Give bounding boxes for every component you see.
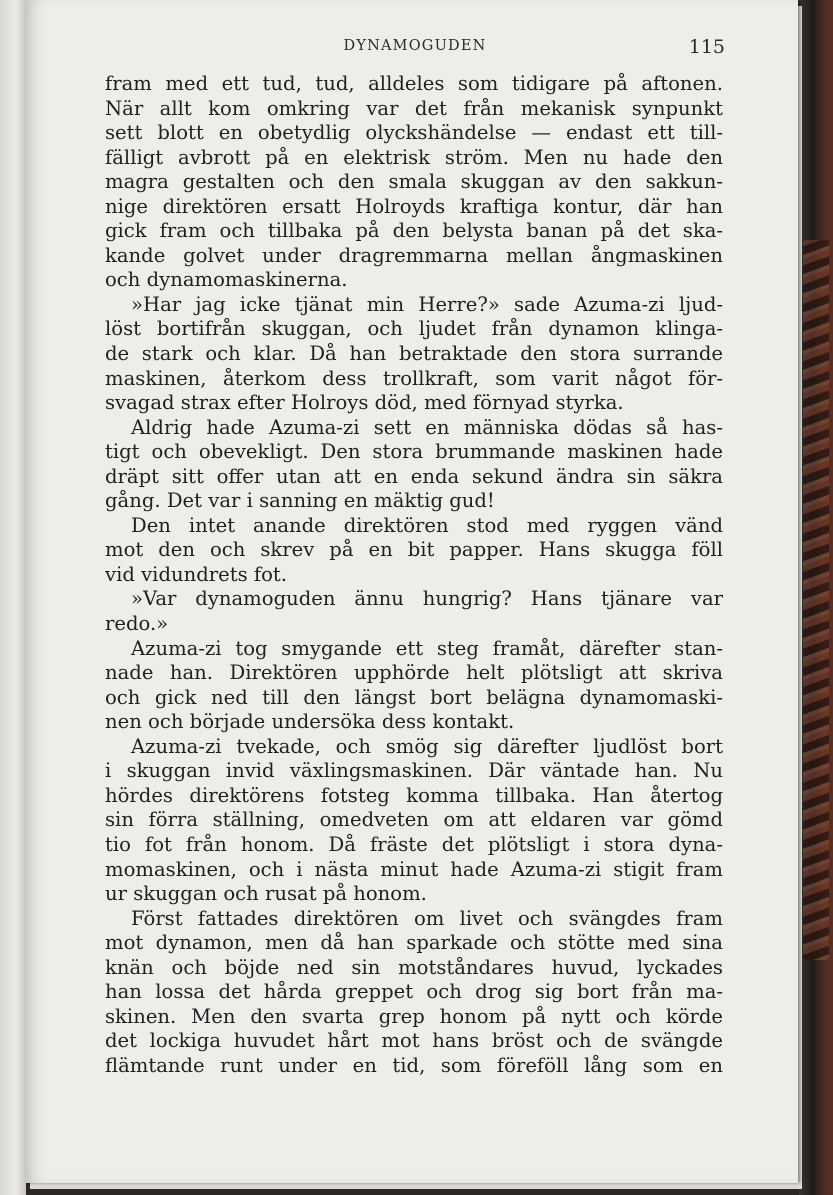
text-line: nade han. Direktören upphörde helt plötsligt att skriva (105, 661, 723, 685)
text-line: han lossa det hårda greppet och drog sig bort från ma- (105, 980, 723, 1004)
text-line: dräpt sitt offer utan att en enda sekund ändra sin säkra (105, 464, 723, 488)
text-line: svagad strax efter Holroys död, med förnyad styrka. (105, 391, 624, 415)
text-line: fram med ett tud, tud, alldeles som tidigare på aftonen. (105, 72, 723, 95)
text-line: kande golvet under dragremmarna mellan ångmaskinen (105, 243, 723, 267)
text-line: gång. Det var i sanning en mäktig gud! (105, 489, 495, 513)
text-line: de stark och klar. Då han betraktade den stora surrande (105, 342, 723, 366)
text-line: i skuggan invid växlingsmaskinen. Där väntade han. Nu (105, 759, 723, 783)
text-line: skinen. Men den svarta grep honom på nytt och körde (105, 1004, 723, 1028)
page-number: 115 (688, 36, 725, 58)
text-line: gick fram och tillbaka på den belysta banan på det ska- (105, 219, 723, 243)
text-line: mot dynamon, men då han sparkade och stötte med sina (105, 931, 723, 955)
text-line: sin förra ställning, omedveten om att eldaren var gömd (105, 808, 723, 832)
text-line: magra gestalten och den smala skuggan av den sakkun- (105, 170, 723, 194)
text-line: »Har jag icke tjänat min Herre?» sade Azuma-zi ljud- (131, 292, 723, 316)
text-line: knän och böjde ned sin motståndares huvud, lyckades (105, 955, 723, 979)
text-line: hördes direktörens fotsteg komma tillbaka. Han återtog (105, 783, 723, 807)
text-line: »Var dynamoguden ännu hungrig? Hans tjänare var (131, 587, 723, 611)
text-line: Först fattades direktören om livet och svängdes fram (131, 906, 723, 930)
text-line: sett blott en obetydlig olyckshändelse — endast ett till- (105, 121, 723, 145)
text-line: och dynamomaskinerna. (105, 268, 348, 292)
text-line: mot den och skrev på en bit papper. Hans skugga föll (105, 538, 723, 562)
text-line: tigt och obevekligt. Den stora brummande maskinen hade (105, 440, 723, 464)
text-line: vid vidundrets fot. (105, 562, 288, 586)
text-line: ur skuggan och rusat på honom. (105, 882, 427, 906)
text-line: maskinen, återkom dess trollkraft, som varit något för- (105, 366, 723, 390)
text-line: redo.» (105, 612, 169, 636)
text-line: Azuma-zi tog smygande ett steg framåt, därefter stan- (131, 636, 723, 660)
text-line: och gick ned till den längst bort belägna dynamomaski- (105, 685, 723, 709)
text-line: löst bortifrån skuggan, och ljudet från dynamon klinga- (105, 317, 723, 341)
text-line: Aldrig hade Azuma-zi sett en människa dödas så has- (131, 415, 723, 439)
text-line: Den intet anande direktören stod med ryggen vänd (131, 513, 723, 537)
text-line: tio fot från honom. Då fräste det plötsligt i stora dyna- (105, 832, 723, 856)
text-line: När allt kom omkring var det från mekanisk synpunkt (105, 96, 723, 120)
text-line: det lockiga huvudet hårt mot hans bröst och de svängde (105, 1029, 723, 1053)
running-head: DYNAMOGUDEN (343, 38, 487, 54)
text-line: momaskinen, och i nästa minut hade Azuma-zi stigit fram (105, 857, 723, 881)
text-line: nen och började undersöka dess kontakt. (105, 710, 515, 734)
text-line: fälligt avbrott på en elektrisk ström. Men nu hade den (105, 145, 723, 169)
marbled-cover (803, 240, 829, 960)
facing-page-edge (0, 0, 26, 1195)
page-header (105, 38, 725, 68)
body-text (105, 72, 723, 1078)
text-line: flämtande runt under en tid, som föreföll lång som en (105, 1053, 723, 1077)
text-line: nige direktören ersatt Holroyds kraftiga kontur, där han (105, 194, 723, 218)
text-line: Azuma-zi tvekade, och smög sig därefter ljudlöst bort (131, 734, 723, 758)
